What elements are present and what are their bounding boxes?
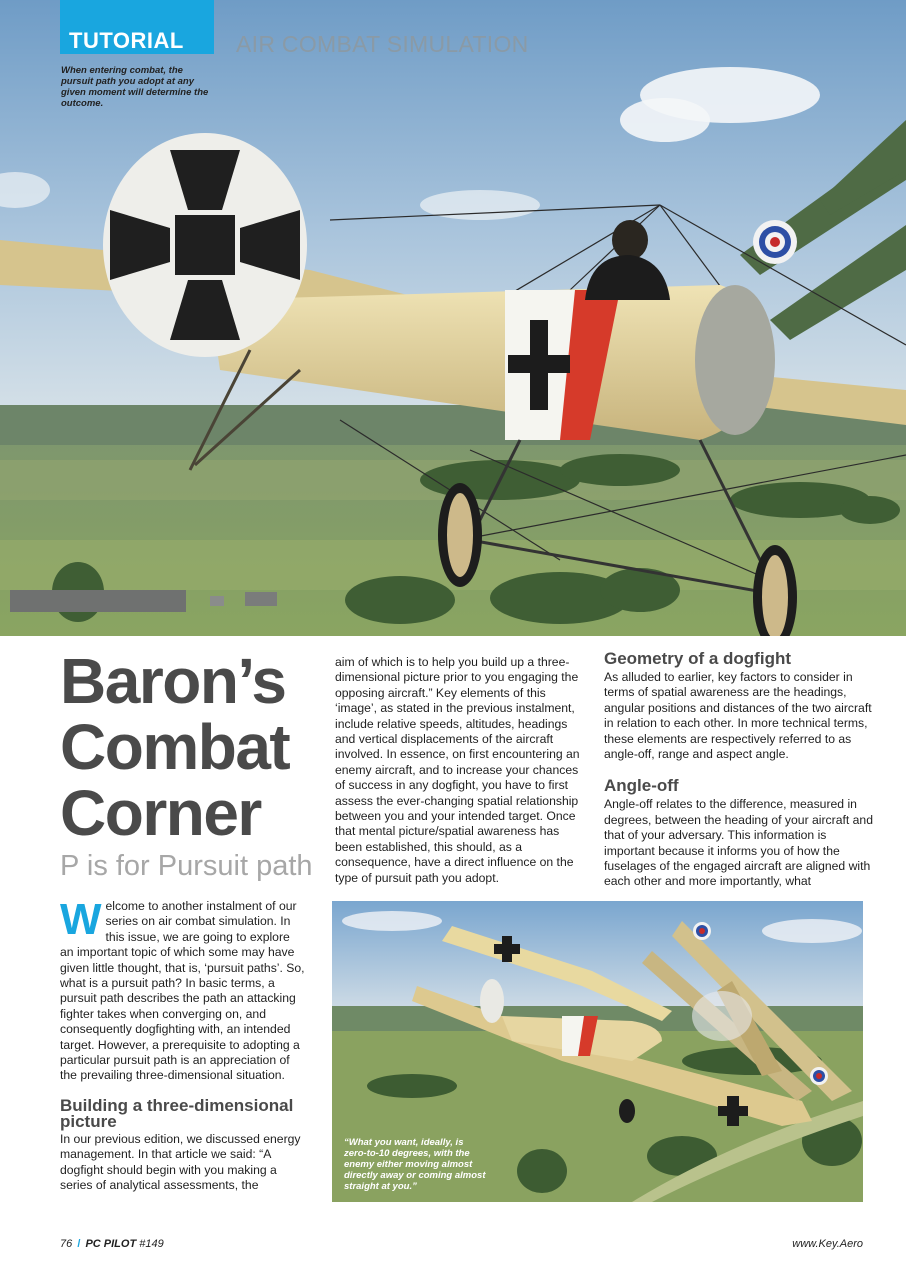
building-paragraph: In our previous edition, we discussed energy management. In that article we said: “A dogfight should begin with you making a series of analytical assessments, the [60,1131,301,1193]
hero-caption: When entering combat, the pursuit path you adopt at any given moment will determine the outcome. [61,65,209,109]
heading-building: Building a three-dimensional picture [60,1095,294,1131]
heading-angle-off: Angle-off [604,776,679,796]
page-number: 76 [60,1238,73,1250]
folio [60,1238,164,1250]
intro-paragraph [60,895,306,1084]
drop-cap: W [60,895,102,944]
column-middle [335,655,581,886]
magazine-name: PC PILOT [85,1238,137,1250]
middle-paragraph: aim of which is to help you build up a three-dimensional picture prior to you engaging the opposing aircraft.” Key elements of this ‘image’, as stated in the previous instalment, include relative speeds, altitudes, headings and vertical displacements of the aircraft involved. In essence, on first encountering an enemy aircraft, and to increase your chances of success in any dogfight, you have to first assess the ever-changing spatial relationship between you and your intended target. Once that mental picture/spatial awareness has been established, this should, as a consequence, have a direct influence on the type of pursuit path you adopt. [335,655,580,885]
angle-paragraph: Angle-off relates to the difference, measured in degrees, between the heading of your aircraft and that of your adversary. This information is important because it informs you of how the fuselages of the engaged aircraft are aligned with each other and more importantly, what [604,797,873,889]
intro-text: elcome to another instalment of our series on air combat simulation. In this issue, we are going to explore an important topic of which some may have given little thought, that is, ‘pursuit paths’. So, what is a pursuit path? In basic terms, a pursuit path describes the path an attacking fighter takes when converging on, and consequently dogfighting with, an intended target. However, a prerequisite to adopting a particular pursuit path is an appreciation of the prevailing three-dimensional situation. [60,899,305,1083]
folio-separator: / [77,1238,81,1250]
inset-caption: “What you want, ideally, is zero-to-10 degrees, with the enemy either moving almost directly away or coming almost straight at you.” [344,1137,486,1192]
issue-number: #149 [139,1238,164,1250]
title-line-2: Combat [60,711,290,783]
title-line-3: Corner [60,777,261,849]
article-subtitle: P is for Pursuit path [60,850,313,882]
heading-geometry: Geometry of a dogfight [604,649,791,668]
section-title: AIR COMBAT SIMULATION [236,31,529,57]
website-link[interactable]: www.Key.Aero [792,1238,863,1250]
geometry-paragraph: As alluded to earlier, key factors to consider in terms of spatial awareness are the headings, angular positions and distances of the two aircraft in relation to each other. In more technical terms, these elements are respectively referred to as angle-off, range and aspect angle. [604,670,872,762]
column-right [604,651,874,890]
column-left [60,895,306,1194]
tutorial-label: TUTORIAL [69,28,184,53]
title-line-1: Baron’s [60,645,286,717]
tutorial-tab [60,0,214,54]
article-title [60,645,330,849]
